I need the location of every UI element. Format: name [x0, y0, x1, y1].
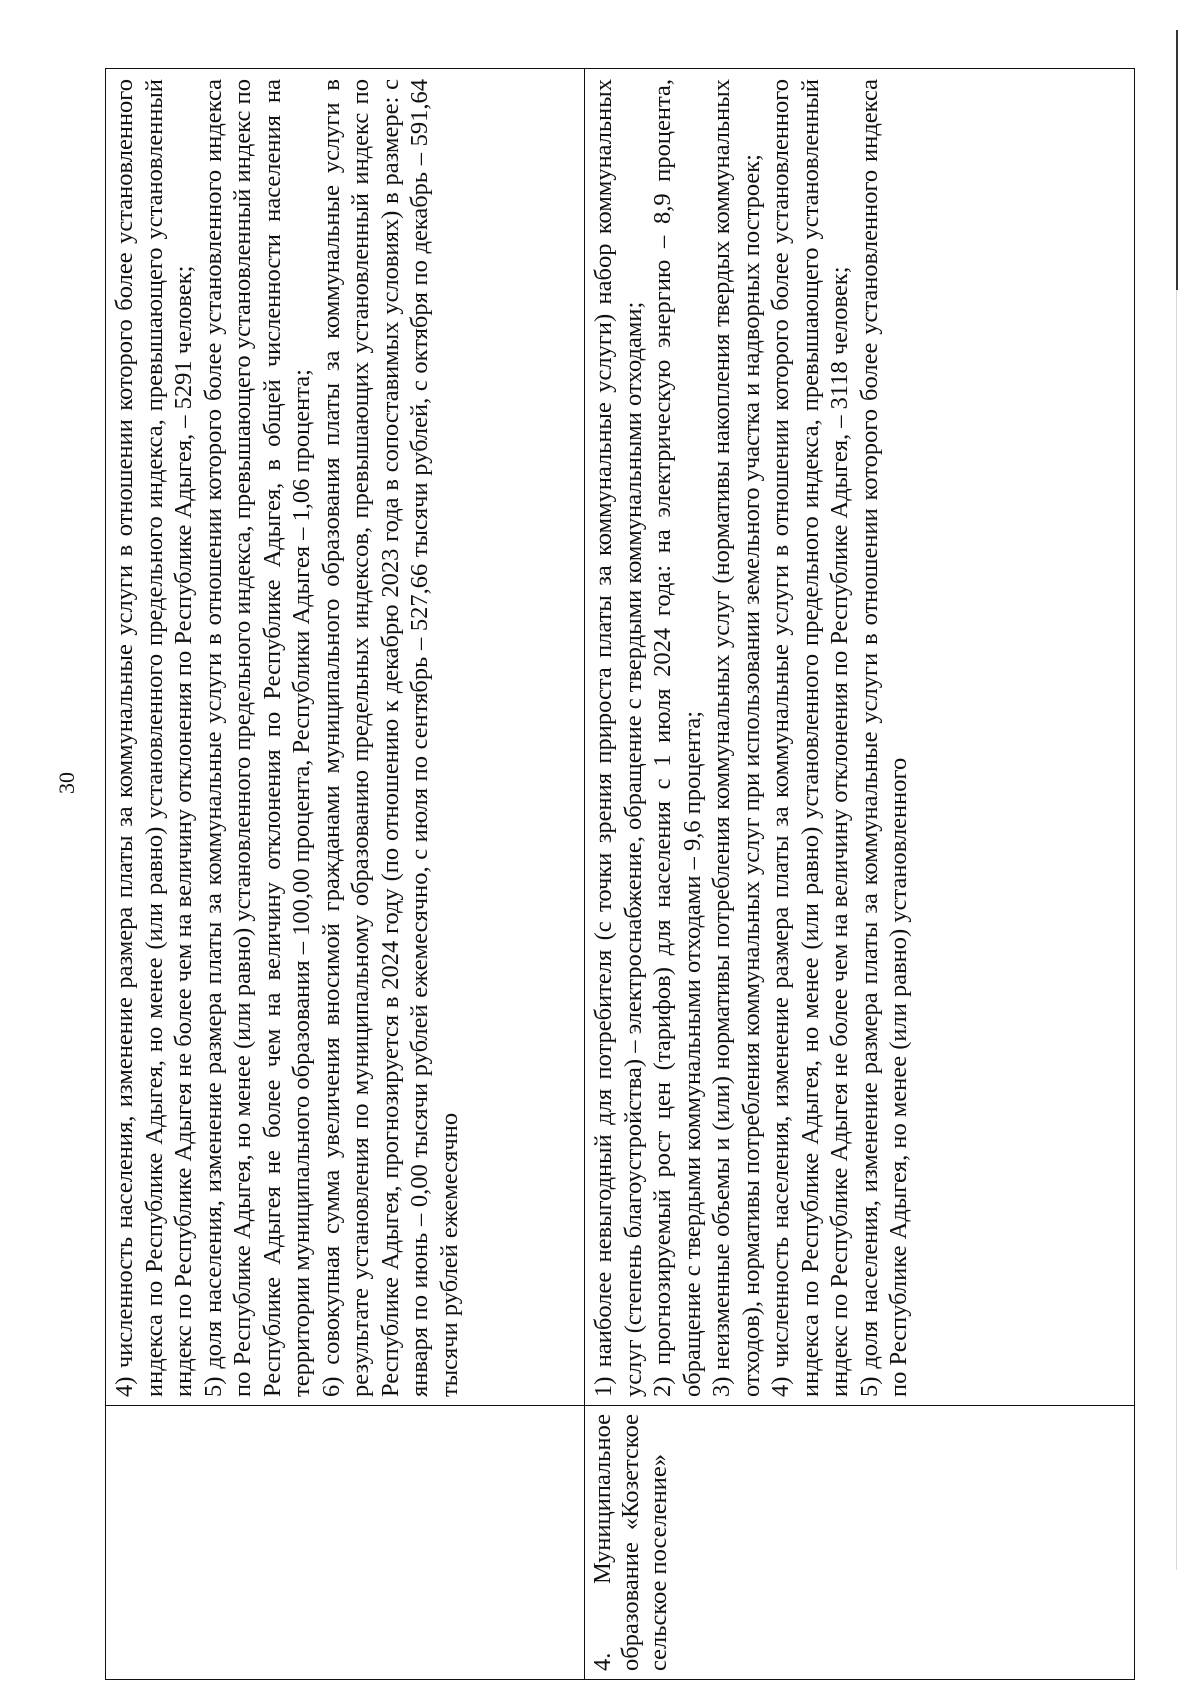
conditions-cell — [106, 69, 584, 1405]
condition-item: 6) совокупная сумма увеличения вносимой гражданами муниципального образования платы за коммунальные услуги в результате установления по муниципальному образованию предельных индексов, превышающих установленный индекс по Республике Адыгея, прогнозируется в 2024 году (по отношению к декабрю 2023 года в сопоставимых условиях) в размере: с января по июнь – 0,00 тысячи рублей ежемесячно, с июля по сентябрь – 527,66 тысячи рублей, с октября по декабрь – 591,64 тысячи рублей ежемесячно — [317, 79, 463, 1397]
condition-item: 5) доля населения, изменение размера платы за коммунальные услуги в отношении которого более установленного индекса по Республике Адыгея, но менее (или равно) установленного предельного индекса, превышающего установленный индекс по Республике Адыгея не более чем на величину отклонения по Республике Адыгея, в общей численности населения на территории муниципального образования – 100,00 процента, Республики Адыгея – 1,06 процента; — [199, 79, 315, 1397]
scan-edge-line — [1176, 30, 1178, 290]
scan-edge-faint-line — [1176, 290, 1177, 1570]
table-row — [584, 69, 1134, 1679]
municipality-cell — [106, 1405, 584, 1679]
rotated-table-container — [105, 68, 1135, 1680]
condition-item: 4) численность населения, изменение размера платы за коммунальные услуги в отношении которого более установленного индекса по Республике Адыгея, но менее (или равно) установленного предельного индекса, превышающего установленный индекс по Республике Адыгея не более чем на величину отклонения по Республике Адыгея, – 3118 человек; — [767, 79, 853, 1397]
municipality-cell: 4. Муниципальное образование «Козетское сельское поселение» — [585, 1405, 1134, 1679]
page-number: 30 — [54, 772, 79, 794]
condition-item: 3) неизменные объемы и (или) нормативы потребления коммунальных услуг (нормативы накопления твердых коммунальных отходов), нормативы потребления коммунальных услуг при использовании земельного участка и надворных построек; — [708, 79, 765, 1397]
indices-table — [105, 68, 1135, 1680]
condition-item: 2) прогнозируемый рост цен (тарифов) для населения с 1 июля 2024 года: на электрическую энергию – 8,9 процента, обращение с твердыми коммунальными отходами – 9,6 процента; — [649, 79, 706, 1397]
condition-item: 4) численность населения, изменение размера платы за коммунальные услуги в отношении которого более установленного индекса по Республике Адыгея, но менее (или равно) установленного предельного индекса, превышающего установленный индекс по Республике Адыгея не более чем на величину отклонения по Республике Адыгея, – 5291 человек; — [111, 79, 197, 1397]
condition-item: 5) доля населения, изменение размера платы за коммунальные услуги в отношении которого более установленного индекса по Республике Адыгея, но менее (или равно) установленного — [855, 79, 912, 1397]
condition-item: 1) наиболее невыгодный для потребителя (с точки зрения прироста платы за коммунальные услуги) набор коммунальных услуг (степень благоустройства) – электроснабжение, обращение с твердыми коммунальными отходами; — [590, 79, 647, 1397]
table-row — [106, 69, 584, 1679]
conditions-cell — [585, 69, 1134, 1405]
